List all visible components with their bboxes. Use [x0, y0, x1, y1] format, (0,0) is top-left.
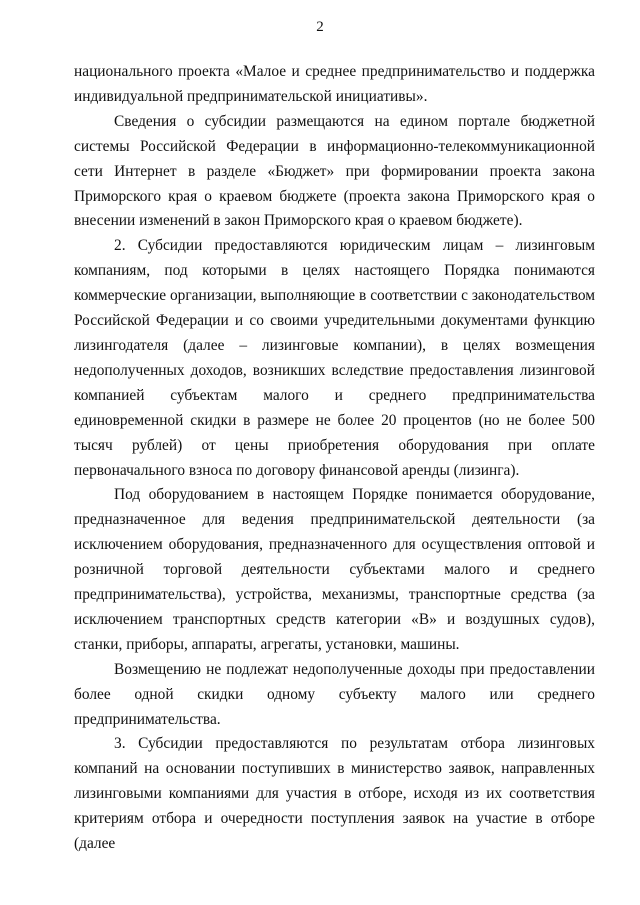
document-body — [74, 60, 595, 857]
paragraph-2: Сведения о субсидии размещаются на едином портале бюджетной системы Российской Федерации в информационно-телекоммуникационной сети Интернет в разделе «Бюджет» при формировании проекта закона Приморского края о краевом бюджете (проекта закона Приморского края о внесении изменений в закон Приморского края о краевом бюджете). — [74, 112, 595, 230]
paragraph-6: 3. Субсидии предоставляются по результатам отбора лизинговых компаний на основании поступивших в министерство заявок, направленных лизинговыми компаниями для участия в отборе, исходя из их соответствия критериям отбора и очередности поступления заявок на участие в отборе (далее — [74, 735, 595, 853]
paragraph-5: Возмещению не подлежат недополученные доходы при предоставлении более одной скидки одному субъекту малого или среднего предпринимательства. — [74, 660, 595, 728]
paragraph-4: Под оборудованием в настоящем Порядке понимается оборудование, предназначенное для ведения предпринимательской деятельности (за исключением оборудования, предназначенного для осуществления оптовой и розничной торговой деятельности субъектами малого и среднего предпринимательства), устройства, механизмы, транспортные средства (за исключением транспортных средств категории «В» и воздушных судов), станки, приборы, аппараты, агрегаты, установки, машины. — [74, 486, 595, 653]
paragraph-3: 2. Субсидии предоставляются юридическим лицам – лизинговым компаниям, под которыми в целях настоящего Порядка понимаются коммерческие организации, выполняющие в соответствии с законодательством Российской Федерации и со своими учредительными документами функцию лизингодателя (далее – лизинговые компании), в целях возмещения недополученных доходов, возникших вследствие предоставления лизинговой компанией субъектам малого и среднего предпринимательства единовременной скидки в размере не более 20 процентов (но не более 500 тысяч рублей) от цены приобретения оборудования при оплате первоначального взноса по договору финансовой аренды (лизинга). — [74, 237, 595, 479]
page-number: 2 — [316, 19, 324, 35]
paragraph-1: национального проекта «Малое и среднее предпринимательство и поддержка индивидуальной предпринимательской инициативы». — [74, 63, 595, 105]
